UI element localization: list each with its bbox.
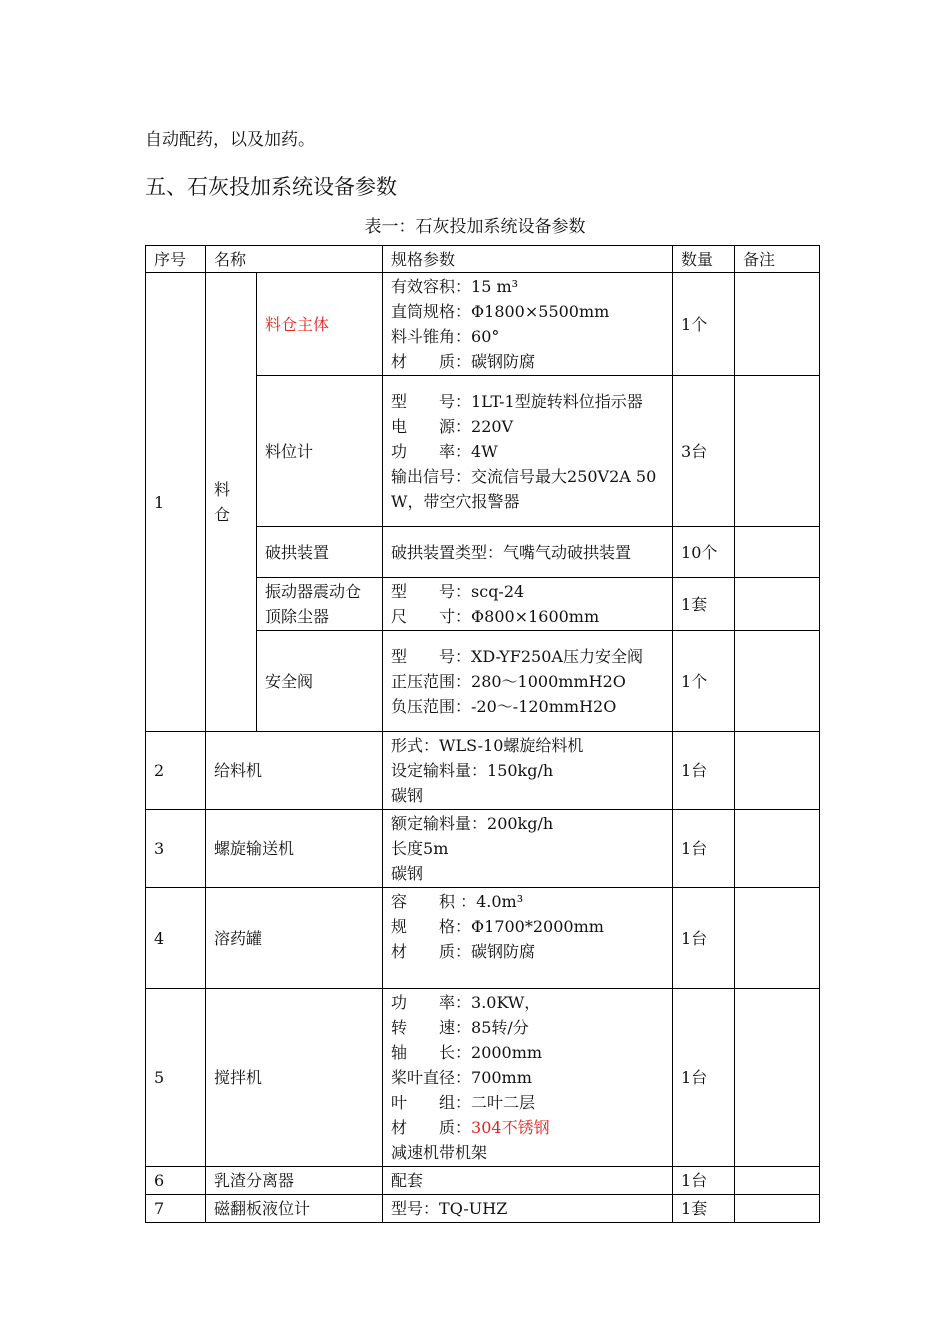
header-spec: 规格参数 — [383, 246, 673, 273]
header-row — [146, 246, 820, 273]
spec-line: 直筒规格：Φ1800×5500mm — [391, 302, 610, 321]
sub-item-qty: 1套 — [673, 578, 735, 631]
row-spec — [383, 989, 673, 1167]
sub-item-qty: 10个 — [673, 527, 735, 578]
row-seq: 2 — [146, 732, 206, 810]
table-row — [146, 810, 820, 888]
row-seq: 3 — [146, 810, 206, 888]
sub-item-spec — [383, 578, 673, 631]
spec-line: 尺 寸：Φ800×1600mm — [391, 607, 600, 626]
spec-line: 叶 组：二叶二层 — [391, 1093, 536, 1112]
row-qty: 1套 — [673, 1195, 735, 1223]
row-qty: 1台 — [673, 888, 735, 989]
table-row — [146, 989, 820, 1167]
row-seq: 5 — [146, 989, 206, 1167]
table-row — [146, 1195, 820, 1223]
group-label: 料仓 — [214, 480, 231, 524]
sub-item-spec — [383, 527, 673, 578]
sub-item-note — [735, 631, 820, 732]
spec-line-material — [391, 1115, 664, 1140]
spec-line: 有效容积：15 m³ — [391, 277, 519, 296]
row-name: 给料机 — [206, 732, 383, 810]
equipment-table — [145, 245, 820, 1223]
row-qty: 1台 — [673, 810, 735, 888]
spec-line: 碳钢 — [391, 786, 424, 805]
row-seq: 4 — [146, 888, 206, 989]
sub-item-note — [735, 578, 820, 631]
spec-line: 破拱装置类型：气嘴气动破拱装置 — [391, 542, 632, 562]
spec-line: 功 率：4W — [391, 441, 498, 461]
spec-line: 型号：TQ-UHZ — [391, 1199, 508, 1218]
material-value: 304不锈钢 — [471, 1118, 550, 1137]
table-row — [146, 888, 820, 989]
spec-line: 容 积 ：4.0m³ — [391, 892, 524, 911]
row-qty: 1台 — [673, 989, 735, 1167]
sub-item-name: 料位计 — [257, 376, 383, 527]
row-seq: 1 — [146, 273, 206, 732]
material-label: 材 质： — [391, 1118, 472, 1137]
row-note — [735, 989, 820, 1167]
spec-line: 型 号：XD-YF250A压力安全阀 — [391, 646, 643, 666]
row-name: 磁翻板液位计 — [206, 1195, 383, 1223]
header-seq: 序号 — [146, 246, 206, 273]
row-note — [735, 732, 820, 810]
sub-item-note — [735, 376, 820, 527]
spec-line: 材 质：碳钢防腐 — [391, 942, 536, 961]
spec-line: 形式：WLS-10螺旋给料机 — [391, 736, 584, 755]
row-name: 螺旋输送机 — [206, 810, 383, 888]
sub-item-name — [257, 578, 383, 631]
section-heading: 五、石灰投加系统设备参数 — [145, 175, 397, 199]
table-row — [146, 732, 820, 810]
row-spec — [383, 888, 673, 989]
sub-item-spec — [383, 273, 673, 376]
spec-line: 碳钢 — [391, 864, 424, 883]
header-qty: 数量 — [673, 246, 735, 273]
row-note — [735, 1195, 820, 1223]
sub-item-spec — [383, 376, 673, 527]
sub-item-note — [735, 527, 820, 578]
sub-item-name: 料仓主体 — [257, 273, 383, 376]
sub-item-name-text: 振动器震动仓顶除尘器 — [265, 582, 362, 626]
spec-line: 材 质：碳钢防腐 — [391, 352, 536, 371]
row-spec — [383, 732, 673, 810]
row-qty: 1台 — [673, 1167, 735, 1195]
spec-line: 电 源：220V — [391, 416, 514, 436]
spec-line: 桨叶直径：700mm — [391, 1068, 532, 1087]
spec-line: 配套 — [391, 1171, 424, 1190]
spec-line: 型 号：scq-24 — [391, 582, 525, 601]
row-spec — [383, 810, 673, 888]
spec-line: 负压范围：-20～-120mmH2O — [391, 696, 617, 716]
intro-text: 自动配药，以及加药。 — [145, 130, 315, 150]
row-spec — [383, 1167, 673, 1195]
spec-line: 设定输料量：150kg/h — [391, 761, 554, 780]
sub-item-qty: 3台 — [673, 376, 735, 527]
row-qty: 1台 — [673, 732, 735, 810]
spec-line: 料斗锥角：60° — [391, 327, 500, 346]
sub-item-spec — [383, 631, 673, 732]
spec-line: 规 格：Φ1700*2000mm — [391, 917, 604, 936]
row-group-name — [206, 273, 257, 732]
spec-line: 减速机带机架 — [391, 1143, 488, 1162]
row-name: 乳渣分离器 — [206, 1167, 383, 1195]
row-note — [735, 810, 820, 888]
row-seq: 6 — [146, 1167, 206, 1195]
row-note — [735, 888, 820, 989]
sub-item-qty: 1个 — [673, 631, 735, 732]
row-name: 溶药罐 — [206, 888, 383, 989]
sub-item-name: 安全阀 — [257, 631, 383, 732]
header-name: 名称 — [206, 246, 383, 273]
sub-item-qty: 1个 — [673, 273, 735, 376]
spec-line: 输出信号：交流信号最大250V2A 50W，带空穴报警器 — [391, 466, 657, 511]
row-spec — [383, 1195, 673, 1223]
sub-item-name: 破拱装置 — [257, 527, 383, 578]
spec-line: 正压范围：280～1000mmH2O — [391, 671, 626, 691]
row-seq: 7 — [146, 1195, 206, 1223]
header-note: 备注 — [735, 246, 820, 273]
row-name: 搅拌机 — [206, 989, 383, 1167]
row-note — [735, 1167, 820, 1195]
spec-line: 长度5m — [391, 839, 449, 858]
table-row — [146, 1167, 820, 1195]
spec-line: 额定输料量：200kg/h — [391, 814, 554, 833]
sub-item-note — [735, 273, 820, 376]
table-caption: 表一：石灰投加系统设备参数 — [364, 217, 586, 237]
spec-line: 功 率：3.0KW， — [391, 993, 541, 1012]
spec-line: 型 号：1LT-1型旋转料位指示器 — [391, 391, 643, 411]
spec-line: 轴 长：2000mm — [391, 1043, 543, 1062]
spec-line: 转 速：85转/分 — [391, 1018, 529, 1037]
table-row — [146, 273, 820, 376]
